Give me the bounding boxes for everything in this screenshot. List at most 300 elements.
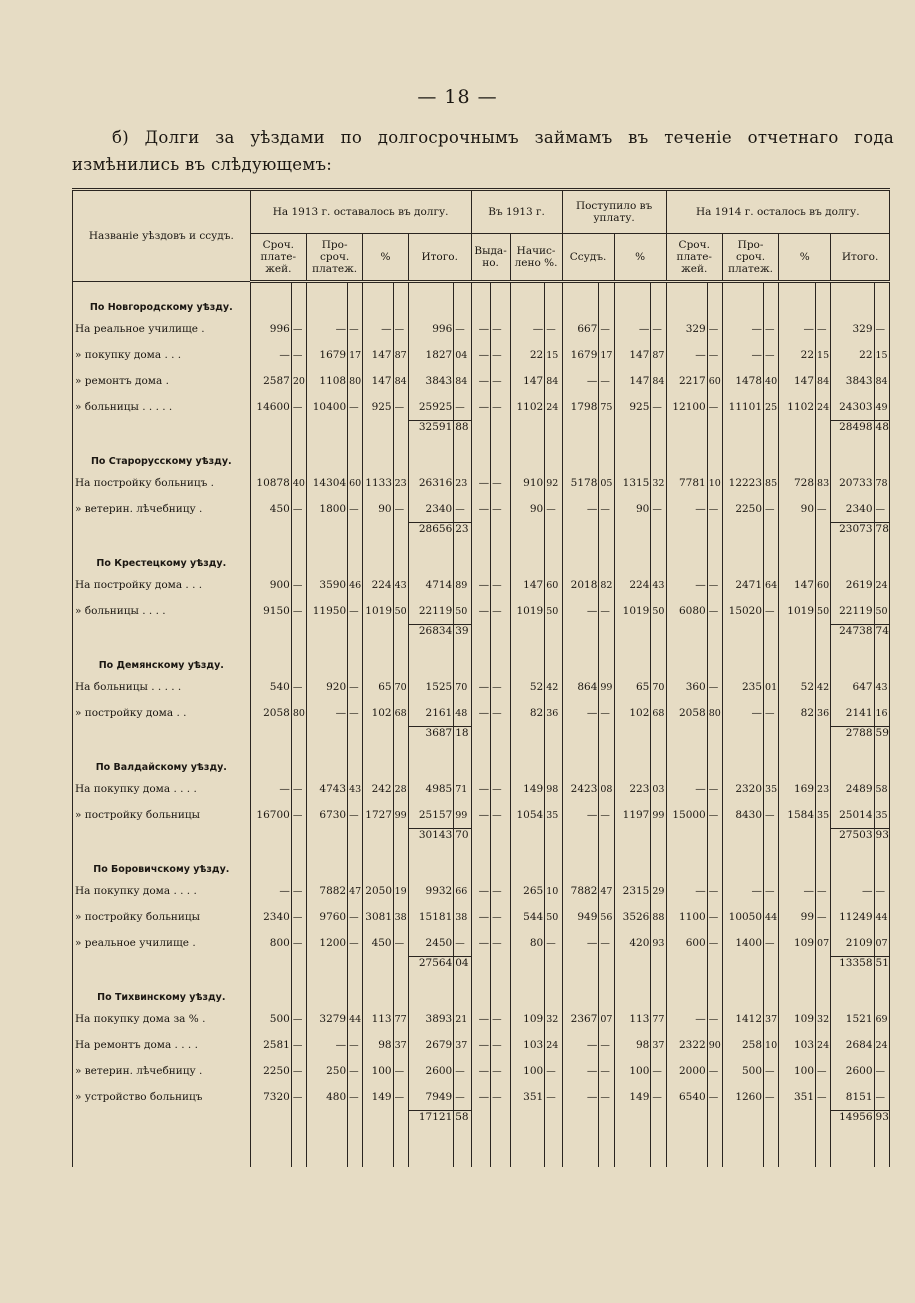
- empty-cell: [510, 845, 545, 878]
- kopecks-cell: —: [599, 700, 614, 727]
- kopecks-cell: —: [599, 496, 614, 523]
- empty-cell: [291, 625, 306, 642]
- kopecks-cell: —: [491, 496, 510, 523]
- kopecks-cell: —: [599, 1058, 614, 1084]
- empty-cell: [666, 973, 707, 1006]
- empty-cell: [764, 727, 779, 744]
- table-row: [73, 1032, 890, 1058]
- kopecks-cell: —: [599, 1084, 614, 1111]
- kopecks-cell: 37: [651, 1032, 666, 1058]
- rubles-cell: —: [471, 598, 490, 625]
- kopecks-cell: 37: [393, 1032, 408, 1058]
- kopecks-cell: —: [348, 904, 363, 930]
- rubles-cell: 2684: [831, 1032, 874, 1058]
- rubles-cell: 7949: [408, 1084, 453, 1111]
- subtotal-1913-rubles: 27564: [408, 957, 453, 974]
- header-prosroch-1914: Просроч. платеж.: [722, 234, 778, 282]
- kopecks-cell: 89: [454, 572, 471, 598]
- rubles-cell: 1412: [722, 1006, 763, 1032]
- rubles-cell: —: [666, 878, 707, 904]
- empty-cell: [599, 845, 614, 878]
- rubles-cell: 1019: [510, 598, 545, 625]
- kopecks-cell: 05: [599, 470, 614, 496]
- empty-cell: [816, 957, 831, 974]
- empty-cell: [306, 973, 347, 1006]
- rubles-cell: 2600: [831, 1058, 874, 1084]
- kopecks-cell: 32: [651, 470, 666, 496]
- rubles-cell: 14304: [306, 470, 347, 496]
- rubles-cell: 3526: [614, 904, 651, 930]
- rubles-cell: 24303: [831, 394, 874, 421]
- kopecks-cell: —: [393, 316, 408, 342]
- kopecks-cell: —: [707, 802, 722, 829]
- subtotal-row: [73, 829, 890, 846]
- rubles-cell: —: [722, 316, 763, 342]
- kopecks-cell: 66: [454, 878, 471, 904]
- empty-cell: [348, 625, 363, 642]
- rubles-cell: 90: [363, 496, 393, 523]
- rubles-cell: —: [471, 1084, 490, 1111]
- empty-cell: [779, 957, 816, 974]
- empty-cell: [651, 957, 666, 974]
- subtotal-1914-kopecks: 74: [874, 625, 889, 642]
- rubles-cell: 4985: [408, 776, 453, 802]
- kopecks-cell: —: [393, 1084, 408, 1111]
- kopecks-cell: 25: [764, 394, 779, 421]
- kopecks-cell: —: [393, 1058, 408, 1084]
- kopecks-cell: —: [491, 930, 510, 957]
- empty-cell: [831, 437, 874, 470]
- kopecks-cell: 38: [393, 904, 408, 930]
- rubles-cell: —: [562, 930, 599, 957]
- empty-cell: [306, 1111, 347, 1128]
- kopecks-cell: 60: [816, 572, 831, 598]
- kopecks-cell: —: [764, 598, 779, 625]
- rubles-cell: 540: [250, 674, 291, 700]
- kopecks-cell: —: [707, 394, 722, 421]
- empty-cell: [764, 1111, 779, 1128]
- kopecks-cell: —: [491, 368, 510, 394]
- empty-cell: [545, 727, 562, 744]
- empty-cell: [816, 437, 831, 470]
- empty-cell: [510, 727, 545, 744]
- empty-cell: [779, 523, 816, 540]
- kopecks-cell: —: [393, 930, 408, 957]
- kopecks-cell: —: [816, 316, 831, 342]
- subtotal-1913-rubles: 32591: [408, 421, 453, 438]
- rubles-cell: 12223: [722, 470, 763, 496]
- rubles-cell: 113: [363, 1006, 393, 1032]
- empty-cell: [614, 1111, 651, 1128]
- rubles-cell: 102: [363, 700, 393, 727]
- kopecks-cell: —: [348, 802, 363, 829]
- empty-cell: [291, 957, 306, 974]
- kopecks-cell: 01: [764, 674, 779, 700]
- rubles-cell: 3590: [306, 572, 347, 598]
- kopecks-cell: —: [393, 496, 408, 523]
- rubles-cell: 25925: [408, 394, 453, 421]
- empty-cell: [722, 727, 763, 744]
- rubles-cell: —: [779, 878, 816, 904]
- empty-cell: [562, 845, 599, 878]
- rubles-cell: 22: [831, 342, 874, 368]
- empty-cell: [666, 1127, 707, 1167]
- kopecks-cell: 24: [874, 1032, 889, 1058]
- kopecks-cell: —: [545, 1084, 562, 1111]
- intro-paragraph: б) Долги за уѣздами по долгосрочнымъ займамъ въ теченіе отчетнаго года измѣнились въ слѣдующемъ:: [72, 128, 894, 174]
- rubles-cell: 2320: [722, 776, 763, 802]
- empty-cell: [545, 973, 562, 1006]
- rubles-cell: 2423: [562, 776, 599, 802]
- empty-cell: [874, 973, 889, 1006]
- rubles-cell: 2340: [408, 496, 453, 523]
- rubles-cell: —: [250, 342, 291, 368]
- header-pct-1914: %: [779, 234, 831, 282]
- empty-cell: [510, 539, 545, 572]
- kopecks-cell: —: [764, 1058, 779, 1084]
- rubles-cell: 100: [614, 1058, 651, 1084]
- kopecks-cell: 93: [651, 930, 666, 957]
- kopecks-cell: —: [348, 394, 363, 421]
- empty-cell: [707, 957, 722, 974]
- empty-cell: [722, 523, 763, 540]
- kopecks-cell: 28: [393, 776, 408, 802]
- rubles-cell: 1019: [779, 598, 816, 625]
- subtotal-1913-rubles: 3687: [408, 727, 453, 744]
- kopecks-cell: 49: [874, 394, 889, 421]
- empty-cell: [666, 1111, 707, 1128]
- kopecks-cell: —: [874, 496, 889, 523]
- kopecks-cell: —: [764, 316, 779, 342]
- rubles-cell: —: [562, 598, 599, 625]
- kopecks-cell: 36: [816, 700, 831, 727]
- kopecks-cell: 43: [393, 572, 408, 598]
- kopecks-cell: —: [291, 776, 306, 802]
- kopecks-cell: —: [291, 342, 306, 368]
- empty-cell: [816, 845, 831, 878]
- empty-cell: [779, 282, 816, 317]
- empty-cell: [491, 845, 510, 878]
- kopecks-cell: 07: [816, 930, 831, 957]
- subtotal-1914-rubles: 28498: [831, 421, 874, 438]
- empty-cell: [779, 1127, 816, 1167]
- rubles-cell: 2141: [831, 700, 874, 727]
- kopecks-cell: 87: [393, 342, 408, 368]
- rubles-cell: 1800: [306, 496, 347, 523]
- empty-cell: [764, 641, 779, 674]
- table-row: [73, 1084, 890, 1111]
- subtotal-1913-kopecks: 70: [454, 829, 471, 846]
- kopecks-cell: 80: [348, 368, 363, 394]
- kopecks-cell: —: [874, 316, 889, 342]
- empty-cell: [291, 523, 306, 540]
- empty-cell: [363, 625, 393, 642]
- empty-cell: [393, 957, 408, 974]
- empty-cell: [363, 743, 393, 776]
- kopecks-cell: —: [545, 930, 562, 957]
- table-row: [73, 394, 890, 421]
- rubles-cell: —: [614, 316, 651, 342]
- kopecks-cell: 04: [454, 342, 471, 368]
- section-title: По Валдайскому уѣзду.: [73, 743, 251, 776]
- empty-cell: [73, 829, 251, 846]
- empty-cell: [348, 437, 363, 470]
- empty-cell: [250, 973, 291, 1006]
- empty-cell: [491, 973, 510, 1006]
- empty-cell: [348, 1111, 363, 1128]
- rubles-cell: —: [722, 342, 763, 368]
- kopecks-cell: 36: [545, 700, 562, 727]
- empty-cell: [545, 523, 562, 540]
- empty-cell: [545, 957, 562, 974]
- rubles-cell: —: [562, 1084, 599, 1111]
- subtotal-row: [73, 1111, 890, 1128]
- empty-cell: [393, 743, 408, 776]
- rubles-cell: 149: [614, 1084, 651, 1111]
- header-1914-left: На 1914 г. осталось въ долгу.: [666, 190, 889, 234]
- empty-cell: [874, 743, 889, 776]
- kopecks-cell: —: [291, 496, 306, 523]
- rubles-cell: 1100: [666, 904, 707, 930]
- rubles-cell: 147: [363, 342, 393, 368]
- empty-cell: [764, 421, 779, 438]
- empty-cell: [816, 743, 831, 776]
- empty-cell: [831, 845, 874, 878]
- rubles-cell: 7882: [306, 878, 347, 904]
- kopecks-cell: —: [348, 1058, 363, 1084]
- rubles-cell: —: [510, 316, 545, 342]
- subtotal-1913-rubles: 30143: [408, 829, 453, 846]
- empty-cell: [599, 437, 614, 470]
- rubles-cell: 5178: [562, 470, 599, 496]
- kopecks-cell: —: [348, 1084, 363, 1111]
- empty-cell: [707, 539, 722, 572]
- empty-cell: [491, 1111, 510, 1128]
- empty-cell: [363, 282, 393, 317]
- empty-cell: [408, 282, 453, 317]
- kopecks-cell: —: [545, 496, 562, 523]
- kopecks-cell: —: [348, 930, 363, 957]
- empty-cell: [471, 625, 490, 642]
- kopecks-cell: 84: [816, 368, 831, 394]
- loan-name: » покупку дома . . .: [73, 342, 251, 368]
- empty-cell: [707, 845, 722, 878]
- empty-cell: [393, 1127, 408, 1167]
- empty-cell: [306, 421, 347, 438]
- kopecks-cell: 47: [348, 878, 363, 904]
- rubles-cell: 544: [510, 904, 545, 930]
- rubles-cell: 258: [722, 1032, 763, 1058]
- empty-cell: [510, 523, 545, 540]
- empty-cell: [491, 743, 510, 776]
- kopecks-cell: —: [707, 316, 722, 342]
- empty-cell: [651, 1127, 666, 1167]
- empty-cell: [491, 437, 510, 470]
- rubles-cell: 22119: [831, 598, 874, 625]
- empty-cell: [408, 539, 453, 572]
- empty-cell: [816, 282, 831, 317]
- rubles-cell: 6540: [666, 1084, 707, 1111]
- empty-cell: [363, 523, 393, 540]
- empty-cell: [722, 1127, 763, 1167]
- empty-cell: [599, 641, 614, 674]
- rubles-cell: 1727: [363, 802, 393, 829]
- loan-name: На больницы . . . . .: [73, 674, 251, 700]
- empty-cell: [510, 957, 545, 974]
- empty-cell: [471, 743, 490, 776]
- rubles-cell: 25014: [831, 802, 874, 829]
- kopecks-cell: 70: [651, 674, 666, 700]
- empty-cell: [306, 957, 347, 974]
- kopecks-cell: 15: [874, 342, 889, 368]
- kopecks-cell: —: [816, 878, 831, 904]
- rubles-cell: 109: [779, 930, 816, 957]
- empty-cell: [348, 421, 363, 438]
- kopecks-cell: 44: [764, 904, 779, 930]
- kopecks-cell: —: [491, 878, 510, 904]
- empty-cell: [491, 421, 510, 438]
- table-row: [73, 342, 890, 368]
- rubles-cell: 113: [614, 1006, 651, 1032]
- kopecks-cell: 07: [874, 930, 889, 957]
- kopecks-cell: 23: [454, 470, 471, 496]
- kopecks-cell: —: [707, 904, 722, 930]
- empty-cell: [306, 282, 347, 317]
- empty-cell: [73, 523, 251, 540]
- table-row: [73, 674, 890, 700]
- kopecks-cell: 60: [545, 572, 562, 598]
- rubles-cell: 82: [510, 700, 545, 727]
- empty-cell: [831, 282, 874, 317]
- empty-cell: [764, 829, 779, 846]
- empty-cell: [291, 973, 306, 1006]
- empty-cell: [471, 282, 490, 317]
- rubles-cell: —: [779, 316, 816, 342]
- section-row: [73, 282, 890, 317]
- kopecks-cell: 60: [348, 470, 363, 496]
- rubles-cell: —: [471, 674, 490, 700]
- empty-cell: [666, 727, 707, 744]
- rubles-cell: —: [562, 1032, 599, 1058]
- rubles-cell: —: [471, 930, 490, 957]
- subtotal-1913-kopecks: 18: [454, 727, 471, 744]
- empty-cell: [764, 437, 779, 470]
- empty-cell: [363, 829, 393, 846]
- empty-cell: [363, 1111, 393, 1128]
- loan-name: » постройку больницы: [73, 904, 251, 930]
- header-ssud: Ссудъ.: [562, 234, 614, 282]
- empty-cell: [562, 641, 599, 674]
- kopecks-cell: —: [651, 1084, 666, 1111]
- rubles-cell: 7320: [250, 1084, 291, 1111]
- rubles-cell: 2450: [408, 930, 453, 957]
- section-title: По Боровичскому уѣзду.: [73, 845, 251, 878]
- empty-cell: [250, 539, 291, 572]
- empty-cell: [779, 829, 816, 846]
- empty-cell: [666, 523, 707, 540]
- rubles-cell: 265: [510, 878, 545, 904]
- empty-cell: [707, 625, 722, 642]
- section-row: [73, 641, 890, 674]
- section-row: [73, 845, 890, 878]
- empty-cell: [779, 973, 816, 1006]
- rubles-cell: 7781: [666, 470, 707, 496]
- table-row: [73, 368, 890, 394]
- kopecks-cell: —: [291, 1006, 306, 1032]
- rubles-cell: 10400: [306, 394, 347, 421]
- rubles-cell: 11249: [831, 904, 874, 930]
- rubles-cell: 3279: [306, 1006, 347, 1032]
- rubles-cell: 16700: [250, 802, 291, 829]
- kopecks-cell: —: [874, 1058, 889, 1084]
- kopecks-cell: —: [491, 1084, 510, 1111]
- kopecks-cell: 78: [874, 470, 889, 496]
- section-row: [73, 973, 890, 1006]
- empty-cell: [599, 625, 614, 642]
- rubles-cell: 2000: [666, 1058, 707, 1084]
- empty-cell: [666, 743, 707, 776]
- empty-cell: [764, 845, 779, 878]
- kopecks-cell: 10: [764, 1032, 779, 1058]
- empty-cell: [471, 973, 490, 1006]
- empty-cell: [666, 845, 707, 878]
- empty-cell: [599, 743, 614, 776]
- rubles-cell: 1133: [363, 470, 393, 496]
- empty-cell: [363, 957, 393, 974]
- empty-cell: [363, 421, 393, 438]
- empty-cell: [722, 539, 763, 572]
- rubles-cell: 1525: [408, 674, 453, 700]
- empty-cell: [722, 743, 763, 776]
- kopecks-cell: 90: [707, 1032, 722, 1058]
- empty-cell: [471, 1111, 490, 1128]
- empty-cell: [250, 282, 291, 317]
- rubles-cell: 1102: [510, 394, 545, 421]
- rubles-cell: —: [666, 572, 707, 598]
- rubles-cell: —: [666, 496, 707, 523]
- subtotal-1913-kopecks: 39: [454, 625, 471, 642]
- kopecks-cell: 84: [651, 368, 666, 394]
- kopecks-cell: 77: [651, 1006, 666, 1032]
- rubles-cell: 9932: [408, 878, 453, 904]
- empty-cell: [510, 829, 545, 846]
- rubles-cell: 22119: [408, 598, 453, 625]
- kopecks-cell: 58: [874, 776, 889, 802]
- empty-cell: [614, 282, 651, 317]
- empty-cell: [471, 957, 490, 974]
- empty-cell: [651, 523, 666, 540]
- subtotal-1914-kopecks: 48: [874, 421, 889, 438]
- kopecks-cell: 03: [651, 776, 666, 802]
- empty-cell: [408, 641, 453, 674]
- empty-cell: [510, 743, 545, 776]
- loan-name: » устройство больницъ: [73, 1084, 251, 1111]
- empty-cell: [363, 641, 393, 674]
- loan-name: На покупку дома . . . .: [73, 776, 251, 802]
- empty-cell: [454, 973, 471, 1006]
- rubles-cell: 103: [779, 1032, 816, 1058]
- kopecks-cell: —: [707, 598, 722, 625]
- subtotal-1914-rubles: 14956: [831, 1111, 874, 1128]
- empty-cell: [291, 829, 306, 846]
- empty-cell: [874, 282, 889, 317]
- rubles-cell: 920: [306, 674, 347, 700]
- kopecks-cell: —: [291, 878, 306, 904]
- rubles-cell: 2471: [722, 572, 763, 598]
- kopecks-cell: 83: [816, 470, 831, 496]
- kopecks-cell: 71: [454, 776, 471, 802]
- empty-cell: [562, 829, 599, 846]
